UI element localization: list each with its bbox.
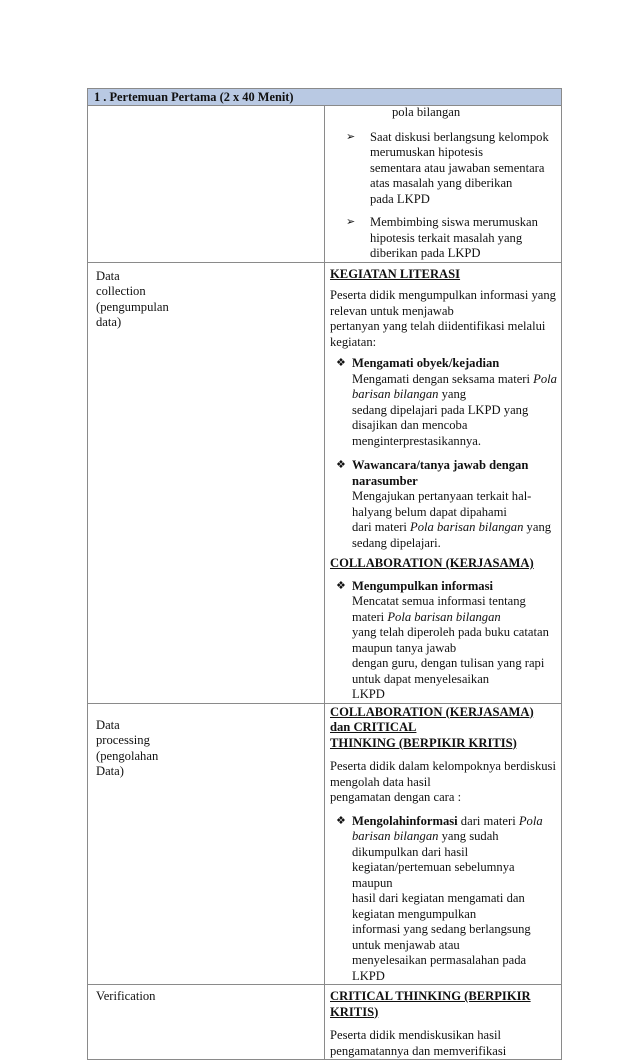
item-title: Mengolahinformasi bbox=[352, 813, 458, 828]
table-row bbox=[88, 703, 562, 985]
list-item bbox=[336, 579, 557, 703]
step-label-text: Data bbox=[96, 268, 120, 283]
item-title: Mengumpulkan informasi bbox=[352, 578, 494, 593]
item-text: menyelesaikan permasalahan pada LKPD bbox=[352, 953, 527, 983]
item-title: Wawancara/tanya jawab dengan narasumber bbox=[352, 458, 529, 488]
item-text: LKPD bbox=[352, 687, 385, 701]
section-heading: THINKING (BERPIKIR KRITIS) bbox=[330, 735, 517, 750]
item-text: yang sedang dipelajari. bbox=[352, 520, 552, 550]
section-heading: COLLABORATION (KERJASAMA) bbox=[330, 556, 534, 570]
item-text-italic: Pola barisan bilangan bbox=[387, 609, 501, 624]
list-item bbox=[336, 458, 557, 551]
list-text: Membimbing siswa merumuskan hipotesis terkait masalah yang bbox=[370, 215, 538, 245]
meeting-title: 1 . Pertemuan Pertama (2 x 40 Menit) bbox=[94, 90, 294, 104]
section-heading: KEGIATAN LITERASI bbox=[330, 266, 461, 281]
step-label-text: (pengolahan bbox=[96, 748, 159, 763]
step-label-text: data) bbox=[96, 315, 122, 329]
list-item bbox=[330, 215, 557, 262]
item-text: dengan guru, dengan tulisan yang rapi untuk dapat menyelesaikan bbox=[352, 656, 545, 686]
arrow-bullet-icon: ➢ bbox=[346, 216, 356, 228]
paragraph: pertanyan yang telah diidentifikasi melalui kegiatan: bbox=[330, 319, 546, 349]
item-text: sedang dipelajari pada LKPD yang disajikan dan mencoba bbox=[352, 402, 529, 432]
meeting-header bbox=[88, 89, 562, 106]
step-label bbox=[88, 985, 325, 1060]
list-item bbox=[330, 130, 557, 208]
item-text: yang telah diperoleh pada buku catatan maupun tanya jawab bbox=[352, 625, 549, 655]
step-content bbox=[325, 106, 562, 263]
item-text: yang sudah bbox=[438, 829, 499, 843]
activity-table bbox=[87, 88, 562, 1060]
diamond-bullet-icon: ❖ bbox=[336, 357, 346, 369]
item-text: informasi yang sedang berlangsung untuk menjawab atau bbox=[352, 922, 531, 952]
continued-text: pola bilangan bbox=[392, 105, 461, 119]
lesson-plan-table bbox=[87, 88, 562, 1058]
item-text-italic: Pola barisan bilangan bbox=[352, 371, 557, 401]
item-text: dikumpulkan dari hasil kegiatan/pertemuan sebelumnya maupun bbox=[352, 844, 515, 890]
item-text: Mengajukan pertanyaan terkait hal-halyang belum dapat dipahami bbox=[352, 489, 532, 519]
list-item bbox=[336, 814, 557, 985]
list-item bbox=[336, 356, 557, 449]
step-label-empty bbox=[88, 106, 325, 263]
diamond-bullet-icon: ❖ bbox=[336, 459, 346, 471]
item-text: Mengamati dengan seksama materi bbox=[352, 371, 534, 386]
item-title: Mengamati obyek/kejadian bbox=[352, 356, 500, 370]
item-text: yang bbox=[438, 387, 467, 401]
paragraph: Peserta didik dalam kelompoknya berdiskusi mengolah data hasil bbox=[330, 759, 556, 789]
item-text-italic: Pola barisan bilangan bbox=[410, 520, 524, 534]
paragraph: Peserta didik mendiskusikan hasil pengamatannya dan memverifikasi bbox=[330, 1028, 507, 1058]
section-heading: COLLABORATION (KERJASAMA) dan CRITICAL bbox=[330, 704, 534, 734]
item-text: Mencatat semua informasi tentang materi bbox=[352, 594, 526, 624]
list-text: pada LKPD bbox=[370, 191, 430, 206]
step-label-text: Verification bbox=[96, 989, 156, 1003]
step-label-text: Data) bbox=[96, 764, 124, 778]
table-row bbox=[88, 106, 562, 263]
list-text: diberikan pada LKPD bbox=[370, 246, 481, 260]
diamond-bullet-icon: ❖ bbox=[336, 814, 346, 827]
item-text-italic: Pola barisan bilangan bbox=[352, 813, 543, 843]
arrow-bullet-icon: ➢ bbox=[346, 130, 356, 143]
table-row bbox=[88, 985, 562, 1060]
item-text: menginterprestasikannya. bbox=[352, 433, 482, 448]
step-content bbox=[325, 703, 562, 985]
paragraph: pengamatan dengan cara : bbox=[330, 790, 462, 804]
item-text: dari materi bbox=[457, 813, 519, 828]
diamond-bullet-icon: ❖ bbox=[336, 579, 346, 592]
list-text: Saat diskusi berlangsung kelompok merumuskan hipotesis bbox=[370, 129, 549, 159]
step-label-text: Data bbox=[96, 717, 120, 732]
step-content bbox=[325, 985, 562, 1060]
step-label bbox=[88, 703, 325, 985]
step-content bbox=[325, 262, 562, 703]
item-text: hasil dari kegiatan mengamati dan kegiatan mengumpulkan bbox=[352, 891, 525, 921]
step-label-text: collection bbox=[96, 284, 146, 298]
step-label-text: (pengumpulan bbox=[96, 299, 169, 314]
item-text: dari materi bbox=[352, 520, 411, 534]
step-label bbox=[88, 262, 325, 703]
table-row bbox=[88, 262, 562, 703]
step-label-text: processing bbox=[96, 733, 150, 747]
paragraph: Peserta didik mengumpulkan informasi yang relevan untuk menjawab bbox=[330, 288, 556, 318]
list-text: sementara atau jawaban sementara atas masalah yang diberikan bbox=[370, 160, 545, 190]
section-heading: CRITICAL THINKING (BERPIKIR KRITIS) bbox=[330, 989, 531, 1019]
